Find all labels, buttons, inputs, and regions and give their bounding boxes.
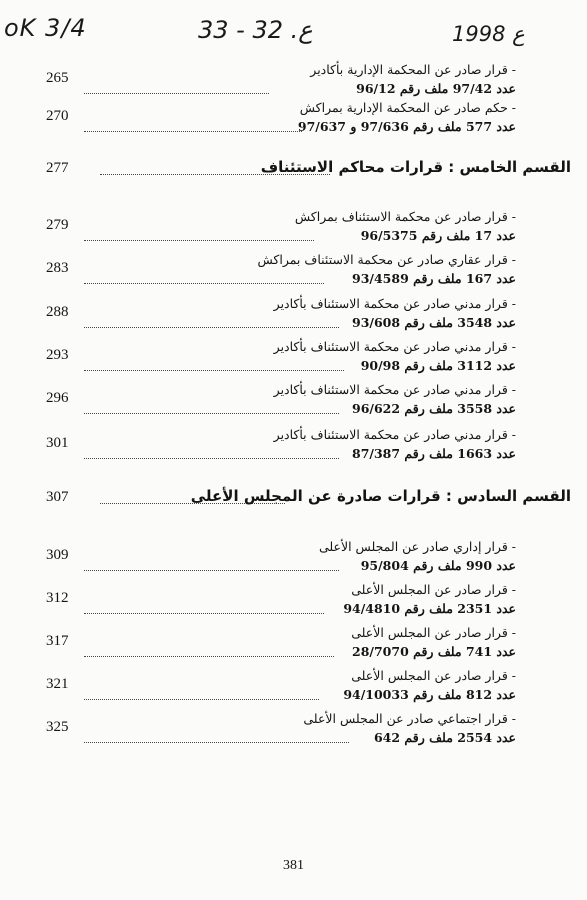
dot-leader	[84, 315, 339, 328]
dot-leader	[84, 687, 319, 700]
toc-entry	[0, 252, 587, 290]
dot-leader	[84, 81, 269, 94]
dot-leader	[84, 446, 339, 459]
entry-title: - قرار إداري صادر عن المجلس الأعلى	[318, 539, 516, 554]
handwritten-note-left: oK 3/4	[4, 14, 87, 42]
footer-page-number: 381	[283, 858, 304, 873]
toc-entry	[0, 625, 587, 663]
section-heading	[0, 485, 587, 515]
entry-title: - قرار مدني صادر عن محكمة الاستئناف بأكادير	[273, 296, 516, 311]
section-title: القسم السادس : قرارات صادرة عن المجلس الأعلى	[190, 487, 571, 505]
toc-entry	[0, 62, 587, 100]
entry-reference: عدد 2351 ملف رقم 94/4810	[343, 601, 516, 616]
entry-reference: عدد 1663 ملف رقم 87/387	[352, 446, 516, 461]
entry-title: - قرار اجتماعي صادر عن المجلس الأعلى	[303, 711, 516, 726]
page-number: 277	[46, 160, 69, 176]
entry-reference: عدد 167 ملف رقم 93/4589	[352, 271, 516, 286]
page-number: 288	[46, 304, 69, 320]
entry-reference: عدد 577 ملف رقم 97/636 و 97/637	[297, 119, 516, 134]
handwritten-note-center: 33 - 32 .ع	[198, 16, 313, 44]
page-number: 283	[46, 260, 69, 276]
toc-entry	[0, 539, 587, 577]
page-number: 317	[46, 633, 69, 649]
entry-reference: عدد 741 ملف رقم 28/7070	[352, 644, 516, 659]
page-number: 270	[46, 108, 69, 124]
page-number: 325	[46, 719, 69, 735]
toc-entry	[0, 582, 587, 620]
entry-title: - قرار مدني صادر عن محكمة الاستئناف بأكادير	[273, 427, 516, 442]
dot-leader	[84, 119, 302, 132]
page-number: 265	[46, 70, 69, 86]
entry-title: - قرار صادر عن المحكمة الإدارية بأكادير	[310, 62, 516, 77]
toc-entry	[0, 668, 587, 706]
dot-leader	[84, 271, 324, 284]
dot-leader	[84, 558, 339, 571]
entry-reference: عدد 17 ملف رقم 96/5375	[360, 228, 516, 243]
entry-title: - قرار صادر عن المجلس الأعلى	[351, 625, 516, 640]
dot-leader	[84, 601, 324, 614]
dot-leader	[84, 401, 339, 414]
entry-title: - قرار عقاري صادر عن محكمة الاستئناف بمراكش	[257, 252, 516, 267]
page-number: 307	[46, 489, 69, 505]
page-number: 279	[46, 217, 69, 233]
entry-title: - قرار مدني صادر عن محكمة الاستئناف بأكادير	[273, 382, 516, 397]
dot-leader	[84, 730, 349, 743]
toc-entry	[0, 209, 587, 247]
entry-reference: عدد 3548 ملف رقم 93/608	[352, 315, 516, 330]
toc-entry	[0, 100, 587, 138]
entry-title: - قرار صادر عن محكمة الاستئناف بمراكش	[294, 209, 516, 224]
page-number: 321	[46, 676, 69, 692]
page-number: 312	[46, 590, 69, 606]
entry-reference: عدد 3558 ملف رقم 96/622	[352, 401, 516, 416]
page-number: 296	[46, 390, 69, 406]
entry-title: - قرار مدني صادر عن محكمة الاستئناف بأكادير	[273, 339, 516, 354]
toc-entry	[0, 339, 587, 377]
entry-reference: عدد 97/42 ملف رقم 96/12	[356, 81, 516, 96]
entry-reference: عدد 3112 ملف رقم 90/98	[360, 358, 516, 373]
dot-leader	[84, 358, 344, 371]
entry-reference: عدد 990 ملف رقم 95/804	[360, 558, 516, 573]
toc-entry	[0, 382, 587, 420]
toc-entry	[0, 427, 587, 465]
toc-entry	[0, 296, 587, 334]
entry-reference: عدد 2554 ملف رقم 642	[373, 730, 516, 745]
page-number: 309	[46, 547, 69, 563]
toc-entry	[0, 711, 587, 749]
entry-reference: عدد 812 ملف رقم 94/10033	[343, 687, 516, 702]
handwritten-note-right: 1998 ع	[452, 22, 525, 46]
entry-title: - حكم صادر عن المحكمة الإدارية بمراكش	[299, 100, 516, 115]
dot-leader	[84, 228, 314, 241]
page-number: 301	[46, 435, 69, 451]
section-heading	[0, 156, 587, 186]
dot-leader	[84, 644, 334, 657]
section-title: القسم الخامس : قرارات محاكم الاستئناف	[260, 158, 571, 176]
page-number: 293	[46, 347, 69, 363]
entry-title: - قرار صادر عن المجلس الأعلى	[351, 582, 516, 597]
entry-title: - قرار صادر عن المجلس الأعلى	[351, 668, 516, 683]
